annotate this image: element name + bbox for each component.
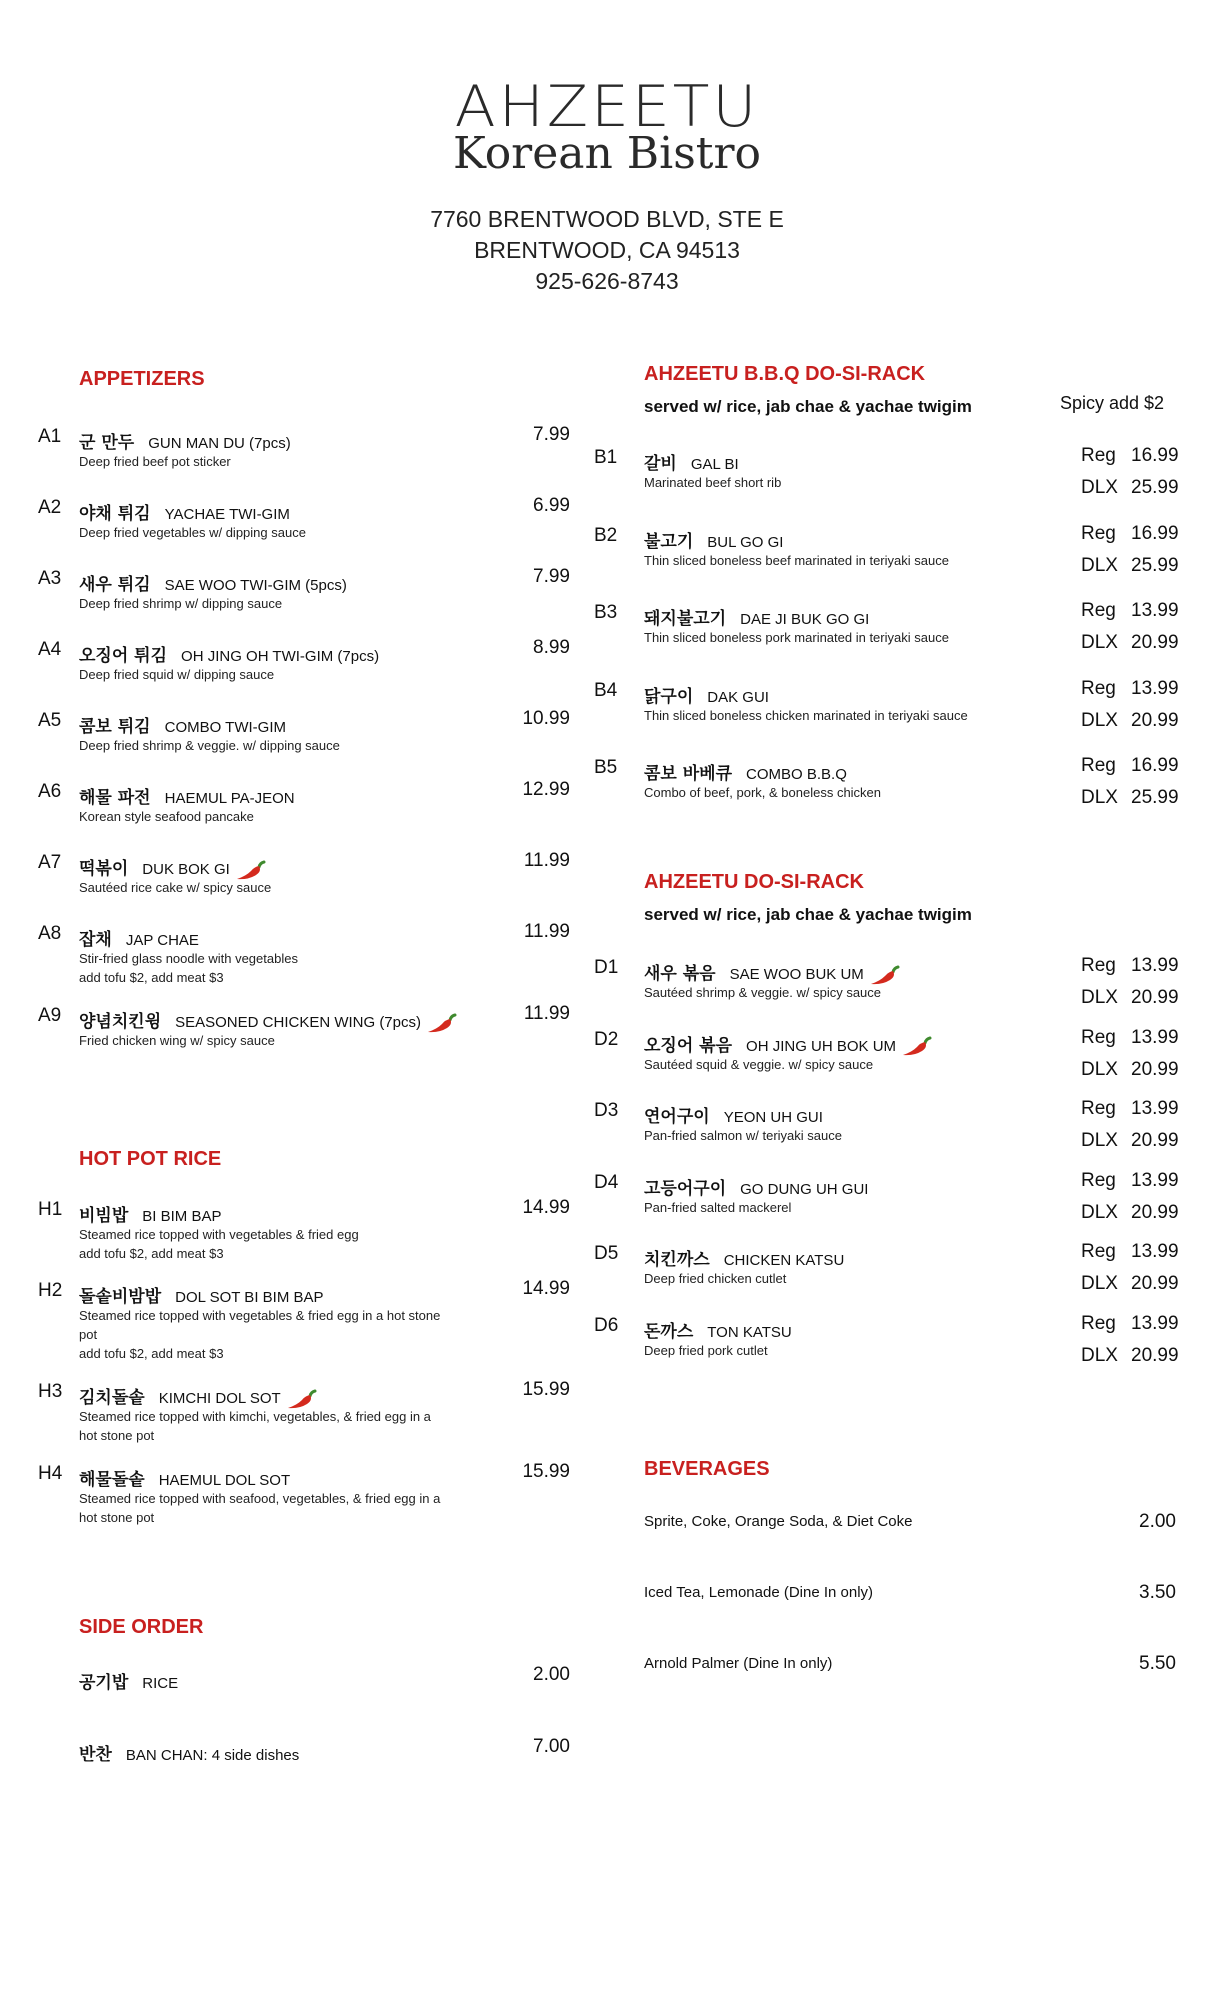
dlx-label: DLX (1081, 632, 1118, 653)
dlx-label: DLX (1081, 787, 1118, 808)
item-name (644, 682, 769, 707)
item-code: B2 (594, 524, 618, 546)
section-title-appetizers: APPETIZERS (79, 368, 205, 390)
dlx-price (1081, 1130, 1179, 1152)
reg-label: Reg (1081, 600, 1116, 621)
reg-label: Reg (1081, 1026, 1116, 1048)
item-name (79, 1465, 290, 1490)
dlx-label: DLX (1081, 1130, 1118, 1151)
dlx-label: DLX (1081, 554, 1118, 576)
item-korean-name: 콤보 튀김 (79, 717, 151, 737)
item-description: Thin sliced boneless chicken marinated in teriyaki sauce (644, 707, 968, 723)
item-name (644, 1245, 844, 1270)
item-english-name: BI BIM BAP (142, 1208, 222, 1225)
item-name (79, 499, 290, 524)
reg-price (1081, 445, 1179, 467)
dlx-value: 20.99 (1131, 987, 1179, 1008)
reg-label: Reg (1081, 677, 1116, 699)
item-description: Combo of beef, pork, & boneless chicken (644, 785, 882, 800)
dlx-price (1081, 632, 1179, 654)
item-name (644, 1031, 934, 1058)
reg-price (1081, 678, 1179, 700)
item-description: Thin sliced boneless pork marinated in teriyaki sauce (644, 630, 949, 645)
reg-label: Reg (1081, 1312, 1116, 1334)
item-description: Deep fried squid w/ dipping sauce (79, 667, 275, 682)
chili-pepper-icon (281, 1388, 319, 1407)
item-description: Sautéed squid & veggie. w/ spicy sauce (644, 1056, 874, 1072)
item-price: 8.99 (533, 637, 570, 658)
item-english-name: SAE WOO BUK UM (729, 966, 864, 983)
item-korean-name: 닭구이 (644, 686, 694, 707)
item-price: 10.99 (522, 708, 570, 729)
bbq-subhead: served w/ rice, jab chae & yachae twigim (644, 397, 972, 416)
item-code: H1 (38, 1199, 63, 1220)
item-name (79, 854, 268, 881)
item-description: Deep fried pork cutlet (644, 1342, 768, 1358)
item-name (644, 959, 902, 986)
item-name (79, 428, 291, 453)
dlx-price (1081, 1059, 1179, 1081)
item-name (79, 712, 286, 737)
item-price: 11.99 (523, 1003, 570, 1024)
reg-label: Reg (1081, 1241, 1116, 1262)
item-price: 7.99 (533, 424, 570, 445)
reg-price (1081, 1098, 1179, 1120)
dlx-value: 20.99 (1131, 1273, 1179, 1294)
item-korean-name: 돌솥비밤밥 (79, 1287, 162, 1307)
dlx-price (1081, 987, 1179, 1009)
item-description: Marinated beef short rib (644, 475, 782, 490)
dlx-label: DLX (1081, 1058, 1118, 1080)
dlx-label: DLX (1081, 1273, 1118, 1294)
reg-value: 13.99 (1131, 600, 1179, 621)
item-description: Sautéed shrimp & veggie. w/ spicy sauce (644, 985, 882, 1000)
dlx-label: DLX (1081, 1344, 1118, 1366)
dlx-value: 20.99 (1131, 1344, 1179, 1366)
dlx-price (1081, 710, 1179, 732)
item-english-name: BAN CHAN: 4 side dishes (125, 1747, 300, 1764)
item-name (79, 1383, 319, 1410)
beverage-name: Arnold Palmer (Dine In only) (644, 1655, 833, 1672)
item-code: B4 (594, 679, 618, 701)
dlx-price (1081, 787, 1179, 809)
reg-value: 16.99 (1131, 755, 1179, 776)
item-code: H4 (38, 1463, 63, 1484)
item-english-name: RICE (142, 1675, 179, 1692)
item-description-2: add tofu $2, add meat $3 (79, 970, 224, 985)
spicy-surcharge-note: Spicy add $2 (1060, 393, 1165, 413)
section-title-side-order: SIDE ORDER (79, 1616, 204, 1638)
reg-price (1081, 955, 1179, 977)
reg-value: 16.99 (1131, 522, 1179, 544)
reg-label: Reg (1081, 1169, 1116, 1191)
item-korean-name: 고등어구이 (644, 1178, 727, 1199)
item-price: 11.99 (523, 921, 570, 942)
item-code: D1 (594, 957, 619, 978)
item-english-name: DUK BOK GI (142, 861, 230, 878)
section-title-dosirack: AHZEETU DO-SI-RACK (644, 871, 864, 893)
beverage-name: Sprite, Coke, Orange Soda, & Diet Coke (644, 1513, 913, 1530)
item-description: Deep fried beef pot sticker (79, 454, 231, 469)
item-english-name: HAEMUL PA-JEON (164, 790, 295, 807)
item-english-name: COMBO TWI-GIM (164, 719, 286, 736)
dlx-price (1081, 1273, 1179, 1295)
dlx-value: 20.99 (1131, 1130, 1179, 1151)
reg-label: Reg (1081, 955, 1116, 976)
item-name (79, 570, 347, 595)
reg-price (1081, 1313, 1179, 1335)
item-code: H3 (38, 1381, 63, 1402)
reg-label: Reg (1081, 1098, 1116, 1119)
dlx-value: 20.99 (1131, 709, 1179, 731)
beverage-price: 3.50 (1139, 1582, 1176, 1603)
item-code: A5 (38, 710, 62, 731)
item-english-name: OH JING UH BOK UM (746, 1037, 897, 1055)
item-korean-name: 떡볶이 (79, 859, 129, 879)
item-code: A6 (38, 781, 62, 802)
reg-price (1081, 1241, 1179, 1263)
item-korean-name: 오징어 튀김 (79, 646, 168, 666)
item-english-name: YACHAE TWI-GIM (164, 506, 290, 523)
item-code: D2 (594, 1028, 619, 1050)
reg-value: 13.99 (1131, 1169, 1179, 1191)
item-korean-name: 잡채 (79, 930, 112, 950)
item-korean-name: 불고기 (644, 531, 694, 552)
item-description: Pan-fried salted mackerel (644, 1199, 792, 1215)
item-price: 2.00 (533, 1664, 570, 1685)
dosirack-subhead: served w/ rice, jab chae & yachae twigim (644, 905, 972, 924)
item-english-name: SAE WOO TWI-GIM (5pcs) (164, 577, 347, 594)
logo-wordmark: AHZEETU (454, 73, 760, 141)
item-price: 15.99 (522, 1379, 570, 1400)
item-description-2: hot stone pot (79, 1510, 155, 1525)
item-name (79, 1282, 324, 1307)
item-price: 15.99 (522, 1461, 570, 1482)
item-korean-name: 비빔밥 (79, 1206, 129, 1226)
section-title-bbq: AHZEETU B.B.Q DO-SI-RACK (644, 363, 926, 385)
dlx-label: DLX (1081, 477, 1118, 498)
item-name (79, 641, 379, 666)
item-description: Deep fried shrimp w/ dipping sauce (79, 596, 283, 611)
item-english-name: TON KATSU (707, 1323, 792, 1341)
item-english-name: GO DUNG UH GUI (740, 1180, 869, 1198)
item-code: B1 (594, 447, 618, 468)
reg-price (1081, 600, 1179, 622)
item-name (79, 925, 199, 950)
item-description: Deep fried chicken cutlet (644, 1271, 787, 1286)
item-description-3: add tofu $2, add meat $3 (79, 1346, 224, 1361)
reg-value: 13.99 (1131, 1026, 1179, 1048)
item-english-name: OH JING OH TWI-GIM (7pcs) (181, 648, 380, 665)
item-code: A8 (38, 923, 62, 944)
item-korean-name: 새우 튀김 (79, 575, 151, 595)
item-english-name: YEON UH GUI (723, 1109, 823, 1126)
item-description: Steamed rice topped with kimchi, vegetables, & fried egg in a (79, 1409, 431, 1424)
dlx-value: 20.99 (1131, 1201, 1179, 1223)
item-name (644, 527, 783, 552)
item-english-name: COMBO B.B.Q (746, 766, 847, 783)
reg-price (1081, 1027, 1179, 1049)
item-description: Deep fried shrimp & veggie. w/ dipping sauce (79, 738, 340, 753)
dlx-value: 20.99 (1131, 632, 1179, 653)
dlx-label: DLX (1081, 1201, 1118, 1223)
dlx-value: 20.99 (1131, 1058, 1179, 1080)
item-korean-name: 공기밥 (79, 1673, 129, 1693)
item-korean-name: 야채 튀김 (79, 504, 151, 524)
item-name (79, 1007, 459, 1034)
dlx-label: DLX (1081, 987, 1118, 1008)
item-code: A4 (38, 639, 62, 660)
item-description: Steamed rice topped with vegetables & fried egg (79, 1227, 359, 1242)
item-name (79, 1668, 178, 1693)
item-price: 14.99 (522, 1278, 570, 1299)
item-name (79, 1740, 299, 1765)
item-description: Steamed rice topped with seafood, vegetables, & fried egg in a (79, 1491, 441, 1506)
item-korean-name: 연어구이 (644, 1107, 710, 1127)
item-description: Sautéed rice cake w/ spicy sauce (79, 880, 272, 895)
item-code: B3 (594, 602, 618, 623)
item-price: 7.99 (533, 566, 570, 587)
item-description-2: pot (79, 1327, 98, 1342)
item-english-name: BUL GO GI (707, 533, 784, 551)
item-code: D4 (594, 1171, 619, 1193)
phone-number: 925-626-8743 (535, 268, 679, 294)
item-korean-name: 갈비 (644, 454, 677, 474)
item-name (644, 604, 869, 629)
item-korean-name: 콤보 바베큐 (644, 764, 733, 784)
item-code: A2 (38, 497, 62, 518)
item-name (644, 1174, 868, 1199)
item-english-name: KIMCHI DOL SOT (158, 1390, 281, 1407)
item-name (79, 1201, 221, 1226)
item-code: A9 (38, 1005, 62, 1026)
item-description-2: add tofu $2, add meat $3 (79, 1246, 224, 1261)
item-korean-name: 해물 파전 (79, 788, 151, 808)
beverage-price: 5.50 (1139, 1653, 1176, 1674)
reg-value: 13.99 (1131, 1241, 1179, 1262)
item-korean-name: 오징어 볶음 (644, 1035, 733, 1056)
address-line-2: BRENTWOOD, CA 94513 (474, 237, 740, 263)
beverage-name: Iced Tea, Lemonade (Dine In only) (644, 1584, 874, 1601)
item-name (79, 783, 295, 808)
reg-value: 13.99 (1131, 955, 1179, 976)
chili-pepper-icon (864, 964, 902, 983)
item-price: 7.00 (533, 1736, 570, 1757)
item-description: Korean style seafood pancake (79, 809, 254, 824)
item-price: 11.99 (523, 850, 570, 871)
item-korean-name: 치킨까스 (644, 1250, 710, 1270)
chili-pepper-icon (230, 859, 268, 878)
item-english-name: DAK GUI (707, 688, 769, 706)
dlx-price (1081, 1202, 1179, 1224)
item-name (644, 1317, 792, 1342)
item-korean-name: 양념치킨윙 (79, 1012, 162, 1032)
reg-label: Reg (1081, 522, 1116, 544)
logo-subtitle: Korean Bistro (453, 128, 761, 179)
item-description: Pan-fried salmon w/ teriyaki sauce (644, 1128, 842, 1143)
section-title-beverages: BEVERAGES (644, 1458, 770, 1480)
item-korean-name: 군 만두 (79, 433, 135, 453)
item-english-name: GAL BI (690, 456, 739, 473)
item-code: A7 (38, 852, 62, 873)
item-english-name: SEASONED CHICKEN WING (7pcs) (175, 1014, 421, 1031)
item-korean-name: 반찬 (79, 1745, 112, 1765)
item-code: D6 (594, 1314, 619, 1336)
item-english-name: HAEMUL DOL SOT (158, 1472, 291, 1489)
dlx-value: 25.99 (1131, 554, 1179, 576)
item-name (644, 449, 739, 474)
address-line-1: 7760 BRENTWOOD BLVD, STE E (430, 206, 784, 232)
item-description: Fried chicken wing w/ spicy sauce (79, 1033, 275, 1048)
item-korean-name: 새우 볶음 (644, 964, 716, 984)
reg-price (1081, 755, 1179, 777)
item-code: B5 (594, 757, 618, 778)
chili-pepper-icon (421, 1012, 459, 1031)
item-description-2: hot stone pot (79, 1428, 155, 1443)
item-description: Thin sliced boneless beef marinated in teriyaki sauce (644, 552, 949, 568)
reg-label: Reg (1081, 445, 1116, 466)
item-code: A3 (38, 568, 62, 589)
dlx-value: 25.99 (1131, 787, 1179, 808)
reg-value: 13.99 (1131, 677, 1179, 699)
dlx-price (1081, 477, 1179, 499)
item-description: Deep fried vegetables w/ dipping sauce (79, 525, 306, 540)
reg-price (1081, 523, 1179, 545)
item-name (644, 1102, 823, 1127)
dlx-value: 25.99 (1131, 477, 1179, 498)
item-korean-name: 돈까스 (644, 1321, 694, 1342)
reg-label: Reg (1081, 755, 1116, 776)
item-price: 14.99 (522, 1197, 570, 1218)
item-english-name: GUN MAN DU (7pcs) (148, 435, 291, 452)
dlx-price (1081, 1345, 1179, 1367)
beverage-price: 2.00 (1139, 1511, 1176, 1532)
item-name (644, 759, 847, 784)
item-english-name: DAE JI BUK GO GI (740, 611, 870, 628)
item-code: D5 (594, 1243, 619, 1264)
item-korean-name: 돼지불고기 (644, 609, 727, 629)
item-korean-name: 김치돌솥 (79, 1388, 145, 1408)
reg-price (1081, 1170, 1179, 1192)
item-code: D3 (594, 1100, 619, 1121)
reg-value: 13.99 (1131, 1312, 1179, 1334)
dlx-price (1081, 555, 1179, 577)
item-code: H2 (38, 1280, 63, 1301)
item-english-name: JAP CHAE (125, 932, 199, 949)
item-code: A1 (38, 426, 62, 447)
item-description: Steamed rice topped with vegetables & fried egg in a hot stone (79, 1308, 441, 1323)
section-title-hotpot: HOT POT RICE (79, 1148, 222, 1170)
dlx-label: DLX (1081, 709, 1118, 731)
item-english-name: CHICKEN KATSU (723, 1252, 845, 1269)
reg-value: 13.99 (1131, 1098, 1179, 1119)
reg-value: 16.99 (1131, 445, 1179, 466)
item-price: 12.99 (522, 779, 570, 800)
item-description: Stir-fried glass noodle with vegetables (79, 951, 298, 966)
chili-pepper-icon (896, 1036, 934, 1055)
item-korean-name: 해물돌솥 (79, 1470, 145, 1490)
item-price: 6.99 (533, 495, 570, 516)
item-english-name: DOL SOT BI BIM BAP (175, 1289, 324, 1306)
